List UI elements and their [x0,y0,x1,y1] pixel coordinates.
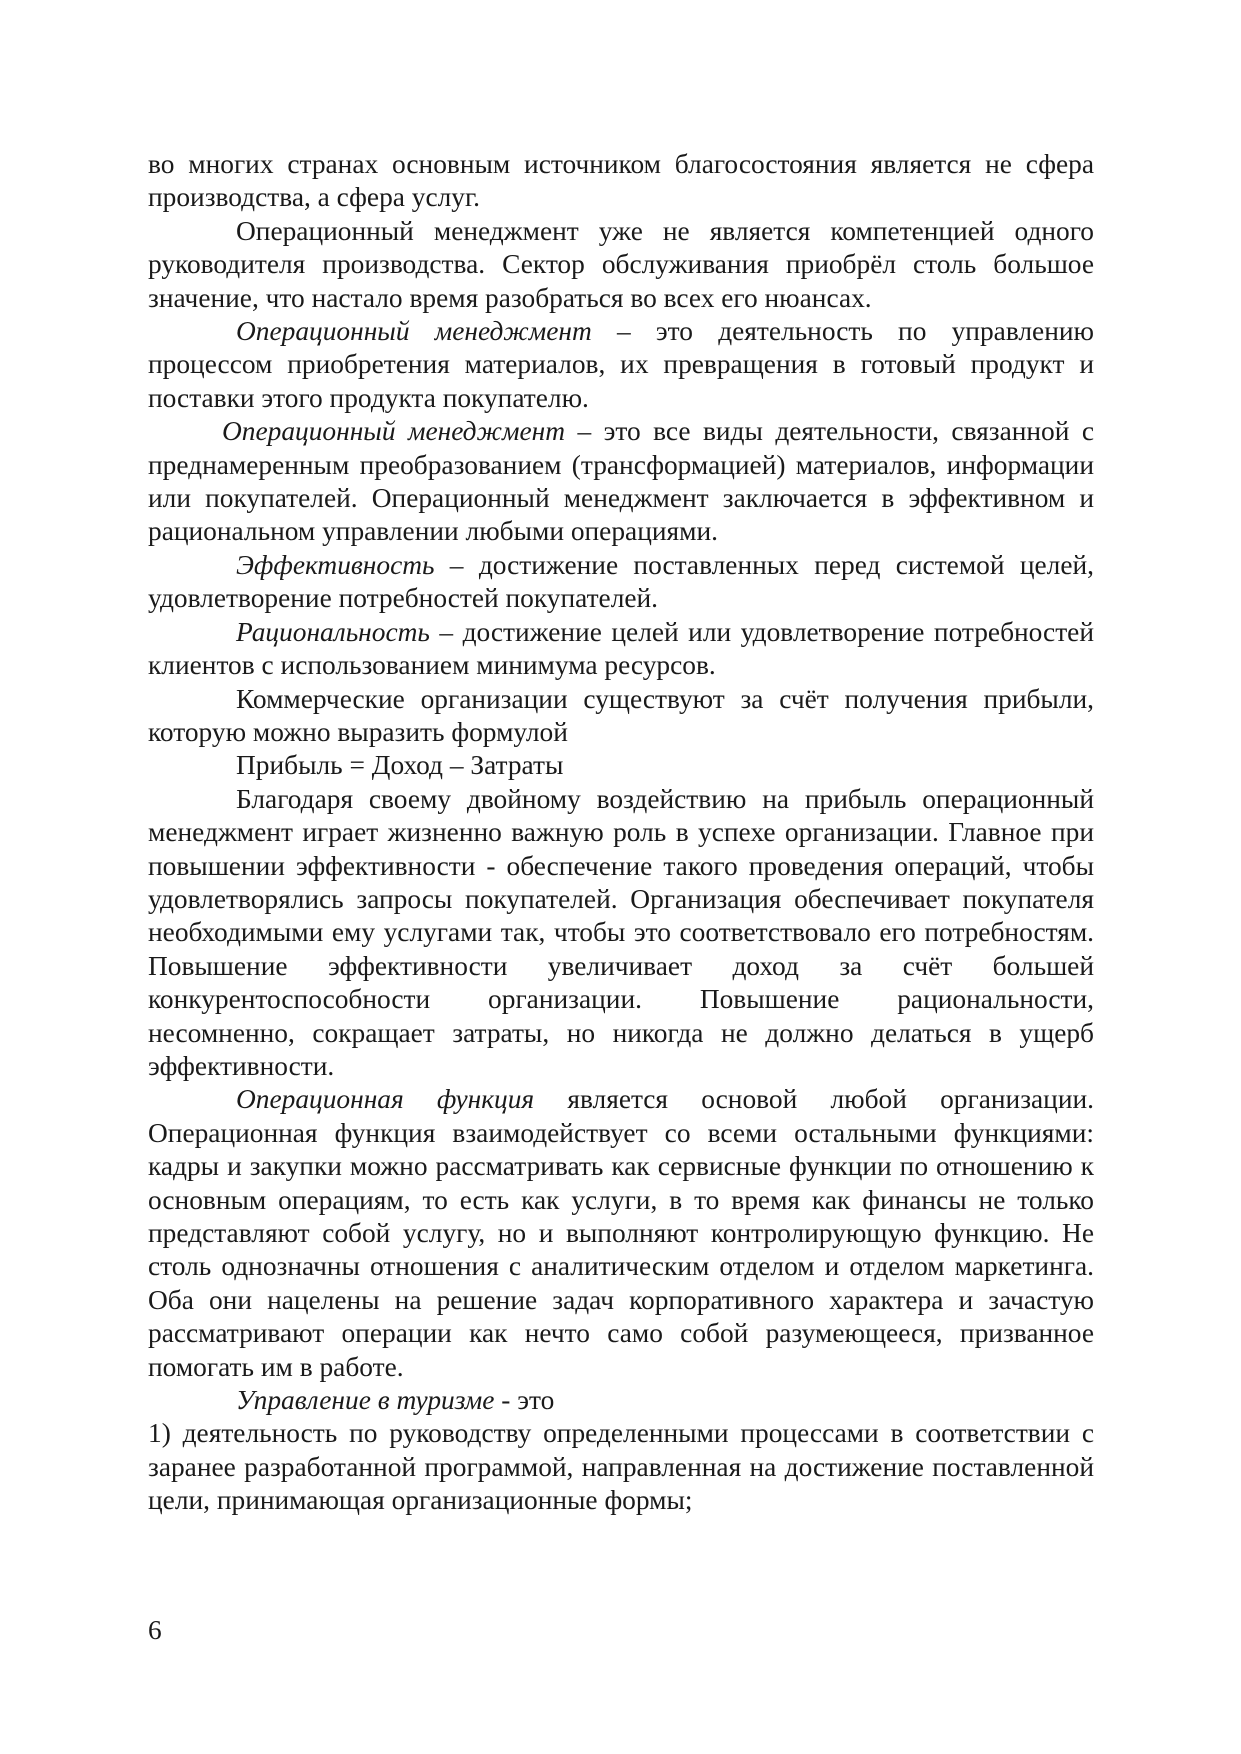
paragraph-rationality [148,616,1094,683]
paragraph-operational-function [148,1083,1094,1384]
paragraph-competence: Операционный менеджмент уже не является компетенцией одного руководителя производства. Сектор обслуживания приобрёл столь большое значение, что настало время разобраться во всех его нюансах. [148,215,1094,313]
term-rationality: Рациональность [236,616,430,647]
definition-text: – это все виды деятельности, связанной с преднамеренным преобразованием (трансформацией) материалов, информации или покупателей. Операционный менеджмент заключается в эффективном и рациональном управлении любыми операциями. [148,416,1094,547]
page-number: 6 [148,1615,162,1645]
list-item-1: 1) деятельность по руководству определенными процессами в соответствии с заранее разработанной программой, направленная на достижение поставленной цели, принимающая организационные формы; [148,1418,1094,1516]
term-operational-management: Операционный менеджмент [236,316,592,347]
term-tourism-management: Управление в туризме [236,1385,495,1416]
definition-text: – достижение поставленных перед системой целей, удовлетворение потребностей покупателей. [148,549,1094,614]
paragraph-effectiveness [148,549,1094,616]
paragraph-role-of-management: Благодаря своему двойному воздействию на прибыль операционный менеджмент играет жизненно важную роль в успехе организации. Главное при повышении эффективности - обеспечение такого проведения операций, чтобы удовлетворялись запросы покупателей. Организация обеспечивает покупателя необходимыми ему услугами так, чтобы это соответствовало его потребностям. Повышение эффективности увеличивает доход за счёт большей конкурентоспособности организации. Повышение рациональности, несомненно, сокращает затраты, но никогда не должно делаться в ущерб эффективности. [148,783,1094,1081]
definition-text: является основой любой организации. Операционная функция взаимодействует со всеми остальными функциями: кадры и закупки можно рассматривать как сервисные функции по отношению к основным операциям, то есть как услуги, в то время как финансы не только представляют собой услугу, но и выполняют контролирующую функцию. Не столь однозначны отношения с аналитическим отделом и отделом маркетинга. Оба они нацелены на решение задач корпоративного характера и зачастую рассматривают операции как нечто само собой разумеющееся, призванное помогать им в работе. [148,1084,1094,1382]
paragraph-definition-2 [148,415,1094,549]
definition-text: – это деятельность по управлению процессом приобретения материалов, их превращения в готовый продукт и поставки этого продукта покупателю. [148,316,1094,413]
profit-formula: Прибыль = Доход – Затраты [236,750,564,781]
paragraph-commercial-organizations: Коммерческие организации существуют за счёт получения прибыли, которую можно выразить формулой [148,683,1094,747]
definition-text: – достижение целей или удовлетворение потребностей клиентов с использованием минимума ресурсов. [148,616,1094,681]
paragraph-definition-1 [148,315,1094,415]
document-page [148,148,1094,1518]
paragraph-intro-continuation: во многих странах основным источником благосостояния является не сфера производства, а сфера услуг. [148,149,1094,213]
term-operational-management: Операционный менеджмент [222,416,566,447]
definition-text: - это [494,1385,555,1416]
paragraph-tourism-management [148,1384,1094,1417]
term-effectiveness: Эффективность [236,549,435,580]
term-operational-function: Операционная функция [236,1084,535,1115]
